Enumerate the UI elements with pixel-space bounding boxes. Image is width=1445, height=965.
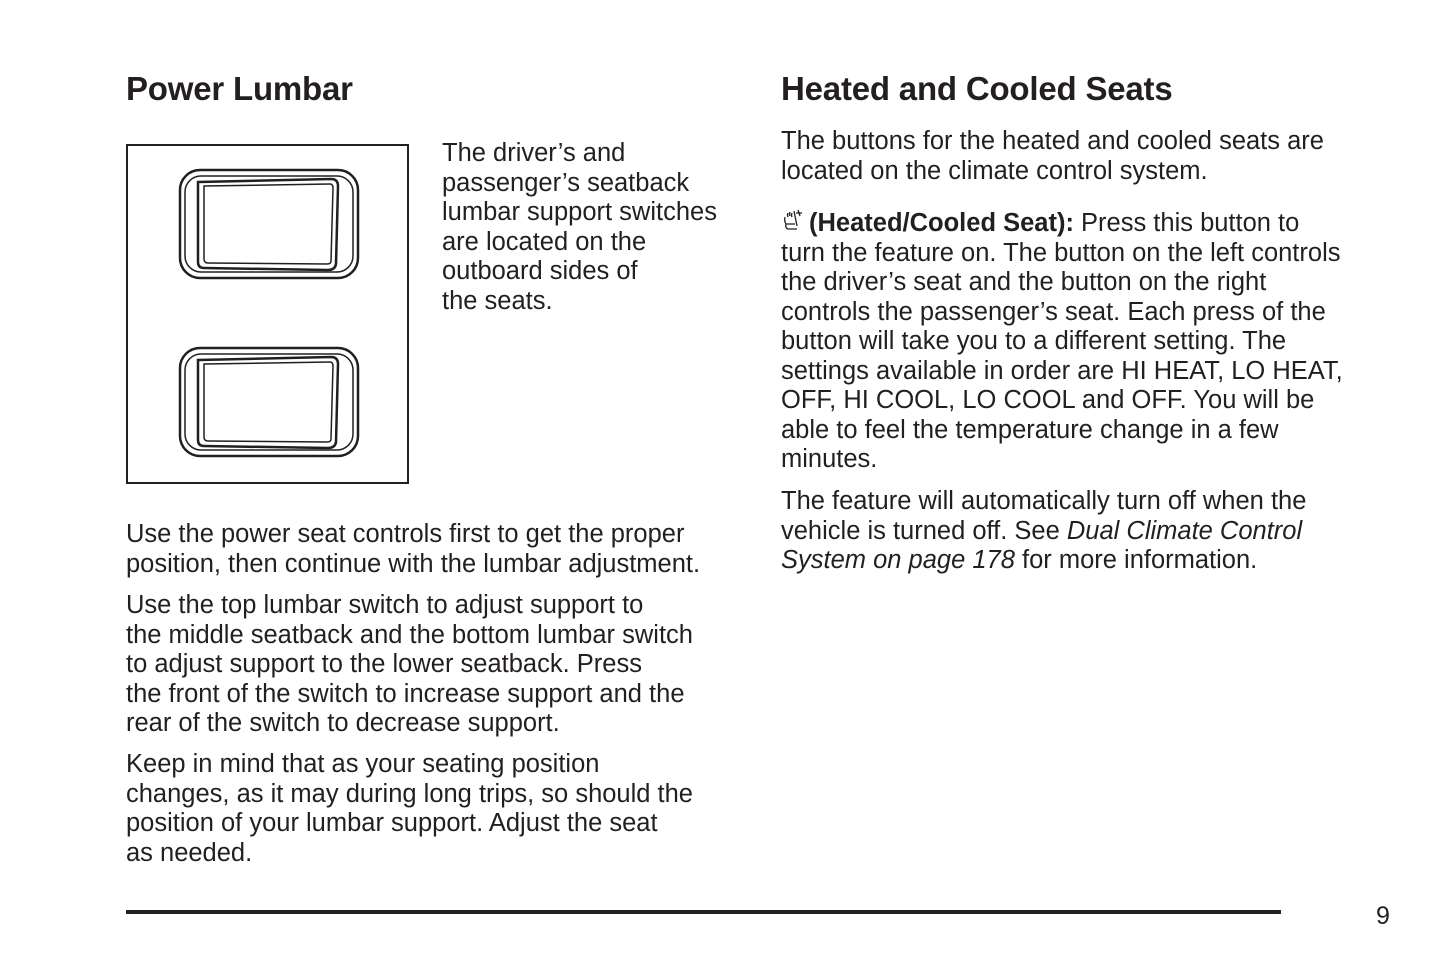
page-number: 9 <box>1376 902 1390 930</box>
text-line: to adjust support to the lower seatback. Press <box>126 650 642 678</box>
text-line: minutes. <box>781 445 878 473</box>
text-line: position of your lumbar support. Adjust the seat <box>126 809 658 837</box>
text-line <box>781 517 1306 547</box>
top-lumbar-switch-icon <box>180 170 358 278</box>
cross-reference-link[interactable]: System on page 178 <box>781 546 1015 574</box>
feature-first-line-rest: Press this button to <box>1073 209 1300 237</box>
text-line: controls the passenger’s seat. Each press of the <box>781 297 1326 326</box>
heated-cooled-seats-heading: Heated and Cooled Seats <box>781 70 1173 107</box>
caption-line: are located on the <box>442 227 647 256</box>
caption-line: passenger’s seatback <box>442 168 690 197</box>
footer-rule <box>126 910 1281 914</box>
keep-in-mind-paragraph <box>126 750 693 868</box>
lumbar-switch-paragraph <box>126 591 693 739</box>
heated-seats-intro <box>781 127 1324 186</box>
text-line: located on the climate control system. <box>781 156 1208 185</box>
text-line: rear of the switch to decrease support. <box>126 709 560 737</box>
text-line: able to feel the temperature change in a few <box>781 415 1279 444</box>
closing-plain-text: for more information. <box>1014 546 1258 574</box>
text-line: Keep in mind that as your seating position <box>126 750 600 778</box>
caption-line: The driver’s and <box>442 139 626 167</box>
power-seat-paragraph <box>126 520 700 579</box>
heated-cooled-seat-description <box>781 208 1343 475</box>
power-lumbar-heading: Power Lumbar <box>126 70 353 107</box>
heated-cooled-seat-icon <box>781 208 803 234</box>
text-line: turn the feature on. The button on the left controls <box>781 238 1341 267</box>
cross-reference-link[interactable]: Dual Climate Control <box>1066 516 1303 545</box>
text-line: settings available in order are HI HEAT, LO HEAT, <box>781 356 1343 385</box>
text-line: the middle seatback and the bottom lumbar switch <box>126 620 693 649</box>
caption-line: outboard sides of <box>442 257 638 285</box>
text-line: the front of the switch to increase support and the <box>126 679 685 708</box>
text-line: The buttons for the heated and cooled seats are <box>781 127 1324 155</box>
caption-line: lumbar support switches <box>442 198 717 226</box>
text-line: Use the power seat controls first to get the proper <box>126 520 685 548</box>
text-line: changes, as it may during long trips, so should the <box>126 779 693 808</box>
feature-first-line <box>781 208 1343 239</box>
text-line: as needed. <box>126 838 253 867</box>
text-line: The feature will automatically turn off when the <box>781 487 1307 515</box>
text-line: button will take you to a different setting. The <box>781 327 1287 355</box>
text-line: position, then continue with the lumbar adjustment. <box>126 549 701 578</box>
closing-plain-text: vehicle is turned off. See <box>781 516 1067 545</box>
figure-caption <box>442 139 717 316</box>
text-line: OFF, HI COOL, LO COOL and OFF. You will be <box>781 386 1315 414</box>
caption-line: the seats. <box>442 286 553 315</box>
bottom-lumbar-switch-icon <box>180 348 358 456</box>
text-line: the driver’s seat and the button on the right <box>781 268 1267 296</box>
feature-label: (Heated/Cooled Seat): <box>809 209 1074 237</box>
lumbar-switches-illustration-icon <box>128 146 407 482</box>
text-line <box>781 546 1306 576</box>
lumbar-switches-figure <box>126 144 409 484</box>
text-line: Use the top lumbar switch to adjust support to <box>126 591 644 619</box>
auto-off-paragraph <box>781 487 1306 576</box>
